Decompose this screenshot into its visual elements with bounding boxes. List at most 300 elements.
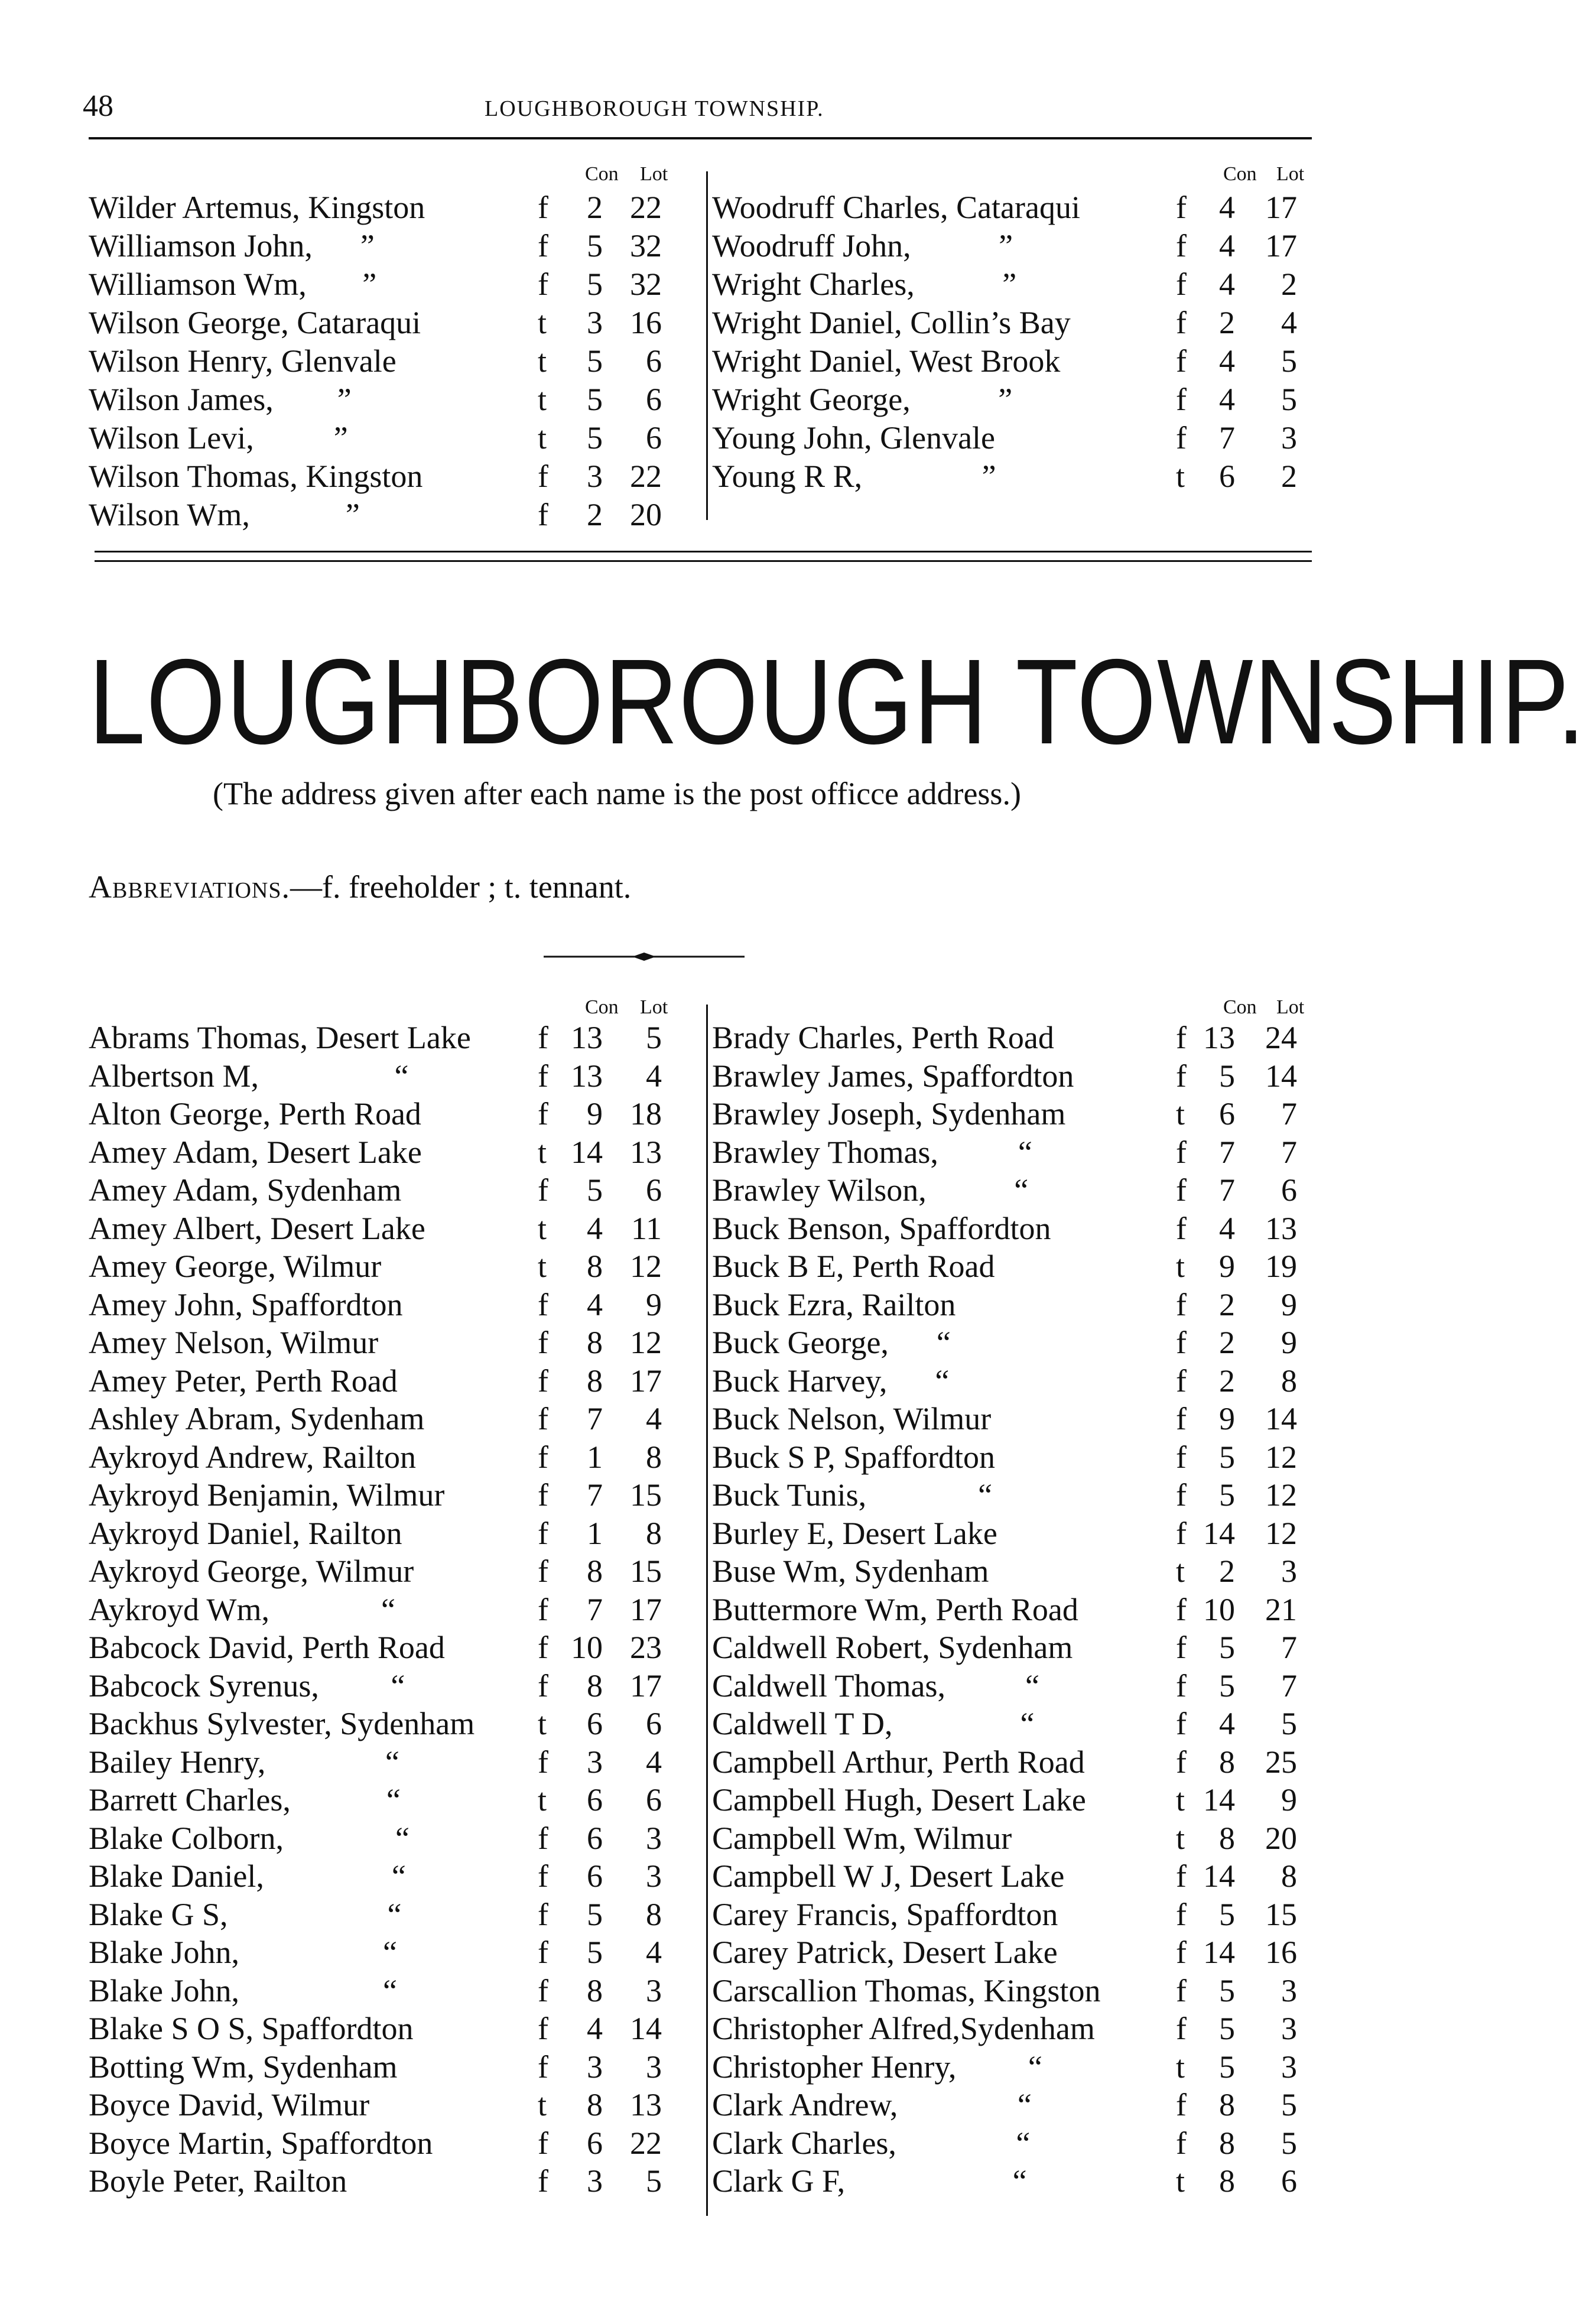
directory-row [712,1591,1321,1630]
main-column-divider [706,1005,708,2216]
concession-number: 3 [587,2049,603,2085]
resident-name: Amey Adam, Desert Lake [89,1134,422,1170]
resident-name: Carscallion Thomas, Kingston [712,1972,1101,2008]
resident-name: Buck Tunis, “ [712,1477,993,1513]
concession-number: 5 [587,228,603,264]
resident-name: Clark G F, “ [712,2163,1027,2199]
directory-row [89,1820,709,1858]
lot-number: 18 [630,1096,662,1132]
resident-name: Wright Daniel, Collin’s Bay [712,305,1071,340]
tenure-code: f [538,1820,548,1856]
concession-number: 1 [587,1515,603,1551]
lot-number: 8 [1281,1363,1297,1399]
directory-row [712,2010,1321,2049]
lot-number: 17 [1265,190,1297,225]
concession-number: 14 [1203,1782,1235,1818]
lot-number: 14 [1265,1058,1297,1094]
concession-number: 14 [571,1134,603,1170]
concession-number: 7 [587,1401,603,1436]
resident-name: Campbell Hugh, Desert Lake [712,1782,1086,1818]
lot-number: 9 [646,1286,662,1322]
resident-name: Wright George, ” [712,382,1013,417]
resident-name: Aykroyd Benjamin, Wilmur [89,1477,445,1513]
section-title: LOUGHBOROUGH TOWNSHIP. [89,634,1586,769]
concession-number: 8 [1219,1820,1235,1856]
tenure-code: f [1176,1630,1187,1665]
directory-row [89,343,709,381]
directory-row [712,1248,1321,1286]
lot-number: 16 [630,305,662,340]
lot-number: 9 [1281,1325,1297,1360]
lot-number: 6 [646,1172,662,1208]
tenure-code: t [1176,1820,1185,1856]
directory-row [89,1172,709,1210]
lot-number: 7 [1281,1134,1297,1170]
directory-row [712,304,1321,343]
directory-row [712,1363,1321,1401]
lot-number: 17 [630,1668,662,1704]
concession-number: 9 [1219,1401,1235,1436]
tenure-code: f [1176,305,1187,340]
lot-number: 20 [630,497,662,532]
resident-name: Buck Ezra, Railton [712,1286,956,1322]
concession-number: 5 [1219,1896,1235,1932]
tenure-code: t [1176,1553,1185,1589]
tenure-code: f [1176,2011,1187,2046]
tenure-code: f [538,2125,548,2161]
concession-number: 8 [587,1363,603,1399]
lot-number: 3 [1281,420,1297,456]
resident-name: Blake John, “ [89,1972,397,2008]
directory-row [89,189,709,227]
resident-name: Christopher Henry, “ [712,2049,1042,2085]
concession-number: 6 [587,1706,603,1741]
lot-number: 12 [1265,1515,1297,1551]
tenure-code: f [1176,1439,1187,1475]
directory-row [89,1439,709,1477]
resident-name: Burley E, Desert Lake [712,1515,997,1551]
concession-number: 5 [1219,1058,1235,1094]
resident-name: Buck George, “ [712,1325,951,1360]
lot-number: 7 [1281,1630,1297,1665]
directory-row [712,1858,1321,1896]
concession-number: 4 [1219,382,1235,417]
resident-name: Babcock Syrenus, “ [89,1668,405,1704]
resident-name: Campbell Arthur, Perth Road [712,1744,1085,1780]
concession-number: 14 [1203,1858,1235,1894]
resident-name: Backhus Sylvester, Sydenham [89,1706,475,1741]
directory-row [712,227,1321,266]
concession-number: 4 [1219,228,1235,264]
running-head: LOUGHBOROUGH TOWNSHIP. [485,96,824,121]
tenure-code: f [1176,1896,1187,1932]
tenure-code: f [1176,420,1187,456]
tenure-code: f [538,1363,548,1399]
concession-number: 5 [587,266,603,302]
resident-name: Boyce Martin, Spaffordton [89,2125,433,2161]
tenure-code: f [1176,1286,1187,1322]
directory-row [89,2010,709,2049]
concession-number: 5 [587,343,603,379]
resident-name: Buck Benson, Spaffordton [712,1210,1051,1246]
directory-row [712,1934,1321,1972]
tenure-code: t [538,1249,547,1284]
resident-name: Amey John, Spaffordton [89,1286,403,1322]
resident-name: Caldwell Thomas, “ [712,1668,1039,1704]
concession-number: 13 [571,1058,603,1094]
concession-number: 5 [1219,1477,1235,1513]
lot-number: 8 [1281,1858,1297,1894]
concession-number: 9 [587,1096,603,1132]
tenure-code: f [1176,343,1187,379]
top-left-lot-header: Lot [640,163,668,185]
concession-number: 13 [571,1020,603,1055]
main-left-con-header: Con [585,996,619,1018]
lot-number: 14 [1265,1401,1297,1436]
lot-number: 3 [1281,2011,1297,2046]
ornament-divider [544,953,745,961]
lot-number: 20 [1265,1820,1297,1856]
tenure-code: f [1176,266,1187,302]
resident-name: Williamson John, ” [89,228,375,264]
lot-number: 8 [646,1515,662,1551]
concession-number: 8 [587,1325,603,1360]
tenure-code: t [538,343,547,379]
directory-row [712,1782,1321,1820]
tenure-code: t [538,305,547,340]
tenure-code: f [1176,1935,1187,1970]
tenure-code: f [538,2011,548,2046]
resident-name: Caldwell Robert, Sydenham [712,1630,1073,1665]
resident-name: Buck B E, Perth Road [712,1249,995,1284]
lot-number: 24 [1265,1020,1297,1055]
directory-row [712,343,1321,381]
concession-number: 3 [587,305,603,340]
directory-row [89,1858,709,1896]
directory-row [89,1629,709,1668]
directory-row [712,1210,1321,1249]
directory-row [89,1477,709,1515]
tenure-code: f [538,1668,548,1704]
resident-name: Wilson Thomas, Kingston [89,459,423,494]
lot-number: 21 [1265,1591,1297,1627]
concession-number: 5 [1219,1972,1235,2008]
directory-row [89,458,709,496]
lot-number: 3 [1281,1972,1297,2008]
lot-number: 32 [630,228,662,264]
concession-number: 6 [587,1820,603,1856]
concession-number: 6 [1219,459,1235,494]
concession-number: 2 [587,190,603,225]
resident-name: Woodruff Charles, Cataraqui [712,190,1080,225]
resident-name: Wilson Wm, ” [89,497,360,532]
directory-row [712,1324,1321,1363]
resident-name: Botting Wm, Sydenham [89,2049,398,2085]
directory-row [89,1668,709,1706]
lot-number: 13 [1265,1210,1297,1246]
directory-row [712,1019,1321,1058]
concession-number: 2 [1219,1553,1235,1589]
main-left-lot-header: Lot [640,996,668,1018]
resident-name: Boyce David, Wilmur [89,2087,370,2123]
concession-number: 8 [587,2087,603,2123]
resident-name: Aykroyd George, Wilmur [89,1553,414,1589]
lot-number: 22 [630,459,662,494]
lot-number: 5 [1281,343,1297,379]
resident-name: Brawley James, Spaffordton [712,1058,1074,1094]
concession-number: 14 [1203,1515,1235,1551]
tenure-code: f [538,459,548,494]
tenure-code: f [1176,1858,1187,1894]
page-header [83,89,1312,130]
resident-name: Clark Charles, “ [712,2125,1031,2161]
directory-row [89,2049,709,2087]
concession-number: 8 [1219,2125,1235,2161]
top-right-lot-header: Lot [1276,163,1305,185]
tenure-code: f [1176,1325,1187,1360]
abbreviations-label: Abbreviations. [89,869,290,905]
section-rule-lower [95,560,1312,562]
concession-number: 7 [1219,1134,1235,1170]
header-rule [89,137,1312,139]
resident-name: Caldwell T D, “ [712,1706,1035,1741]
directory-row [89,1591,709,1630]
tenure-code: f [538,497,548,532]
directory-row [89,1744,709,1782]
resident-name: Alton George, Perth Road [89,1096,421,1132]
concession-number: 14 [1203,1935,1235,1970]
lot-number: 7 [1281,1096,1297,1132]
concession-number: 2 [587,497,603,532]
tenure-code: f [538,1972,548,2008]
concession-number: 6 [587,1858,603,1894]
lot-number: 8 [646,1896,662,1932]
tenure-code: f [1176,2125,1187,2161]
directory-row [89,1896,709,1935]
directory-row [712,2086,1321,2125]
lot-number: 6 [646,1706,662,1741]
lot-number: 3 [1281,2049,1297,2085]
directory-row [712,1477,1321,1515]
tenure-code: f [538,1935,548,1970]
concession-number: 6 [587,2125,603,2161]
lot-number: 13 [630,2087,662,2123]
lot-number: 5 [646,1020,662,1055]
tenure-code: f [538,1591,548,1627]
directory-row [712,420,1321,458]
tenure-code: f [1176,1515,1187,1551]
concession-number: 5 [1219,2011,1235,2046]
lot-number: 19 [1265,1249,1297,1284]
directory-row [89,1324,709,1363]
lot-number: 5 [1281,382,1297,417]
lot-number: 4 [646,1744,662,1780]
concession-number: 5 [1219,1630,1235,1665]
directory-row [89,1210,709,1249]
lot-number: 5 [1281,1706,1297,1741]
concession-number: 5 [1219,1668,1235,1704]
directory-row [712,1705,1321,1744]
tenure-code: t [538,382,547,417]
tenure-code: f [538,2163,548,2199]
tenure-code: t [1176,2163,1185,2199]
resident-name: Wright Charles, ” [712,266,1017,302]
concession-number: 8 [587,1249,603,1284]
resident-name: Brady Charles, Perth Road [712,1020,1054,1055]
concession-number: 5 [1219,1439,1235,1475]
lot-number: 7 [1281,1668,1297,1704]
concession-number: 2 [1219,1363,1235,1399]
resident-name: Aykroyd Wm, “ [89,1591,395,1627]
concession-number: 5 [1219,2049,1235,2085]
tenure-code: f [1176,1477,1187,1513]
directory-row [89,1096,709,1134]
resident-name: Campbell W J, Desert Lake [712,1858,1065,1894]
resident-name: Woodruff John, ” [712,228,1013,264]
lot-number: 6 [1281,2163,1297,2199]
concession-number: 4 [1219,190,1235,225]
directory-row [712,1096,1321,1134]
lot-number: 3 [646,1858,662,1894]
concession-number: 2 [1219,1286,1235,1322]
concession-number: 3 [587,459,603,494]
directory-row [712,1553,1321,1591]
main-right-lot-header: Lot [1276,996,1305,1018]
resident-name: Amey George, Wilmur [89,1249,382,1284]
lot-number: 5 [646,2163,662,2199]
lot-number: 17 [1265,228,1297,264]
resident-name: Wilson Levi, ” [89,420,348,456]
tenure-code: f [1176,1363,1187,1399]
lot-number: 4 [646,1935,662,1970]
tenure-code: f [538,1630,548,1665]
directory-row [712,1744,1321,1782]
lot-number: 5 [1281,2087,1297,2123]
concession-number: 6 [587,1782,603,1818]
lot-number: 8 [646,1439,662,1475]
resident-name: Buck Harvey, “ [712,1363,950,1399]
directory-row [712,2163,1321,2201]
lot-number: 12 [630,1249,662,1284]
directory-row [712,1629,1321,1668]
directory-row [89,2125,709,2163]
main-right-con-header: Con [1223,996,1257,1018]
concession-number: 8 [1219,2163,1235,2199]
concession-number: 4 [1219,1706,1235,1741]
top-column-divider [706,171,708,520]
lot-number: 6 [646,1782,662,1818]
lot-number: 15 [630,1553,662,1589]
concession-number: 5 [587,1172,603,1208]
tenure-code: f [538,1401,548,1436]
resident-name: Boyle Peter, Railton [89,2163,347,2199]
resident-name: Blake John, “ [89,1935,397,1970]
lot-number: 14 [630,2011,662,2046]
concession-number: 5 [587,420,603,456]
tenure-code: f [538,1553,548,1589]
lot-number: 3 [1281,1553,1297,1589]
tenure-code: f [1176,1210,1187,1246]
tenure-code: t [538,420,547,456]
concession-number: 2 [1219,1325,1235,1360]
directory-row [712,2049,1321,2087]
tenure-code: f [538,1172,548,1208]
directory-row [712,2125,1321,2163]
directory-row [712,1286,1321,1325]
concession-number: 3 [587,1744,603,1780]
tenure-code: t [538,1210,547,1246]
directory-row [89,381,709,420]
tenure-code: t [538,2087,547,2123]
lot-number: 12 [1265,1439,1297,1475]
lot-number: 4 [646,1401,662,1436]
lot-number: 9 [1281,1286,1297,1322]
lot-number: 11 [631,1210,662,1246]
directory-row [89,1553,709,1591]
abbreviations-text: —f. freeholder ; t. tennant. [290,869,632,905]
concession-number: 13 [1203,1020,1235,1055]
lot-number: 2 [1281,266,1297,302]
tenure-code: f [1176,190,1187,225]
directory-row [712,1134,1321,1172]
concession-number: 4 [1219,266,1235,302]
lot-number: 5 [1281,2125,1297,2161]
resident-name: Blake Colborn, “ [89,1820,410,1856]
tenure-code: f [538,1096,548,1132]
tenure-code: f [538,228,548,264]
lot-number: 32 [630,266,662,302]
tenure-code: f [1176,1706,1187,1741]
lot-number: 17 [630,1591,662,1627]
lot-number: 17 [630,1363,662,1399]
directory-row [712,1515,1321,1553]
resident-name: Barrett Charles, “ [89,1782,401,1818]
lot-number: 22 [630,2125,662,2161]
directory-row [89,1363,709,1401]
lot-number: 13 [630,1134,662,1170]
tenure-code: f [1176,1744,1187,1780]
directory-row [712,1972,1321,2011]
resident-name: Carey Francis, Spaffordton [712,1896,1058,1932]
resident-name: Buttermore Wm, Perth Road [712,1591,1078,1627]
tenure-code: f [1176,1020,1187,1055]
directory-row [712,266,1321,304]
resident-name: Wright Daniel, West Brook [712,343,1061,379]
concession-number: 8 [587,1553,603,1589]
lot-number: 3 [646,1820,662,1856]
directory-row [712,189,1321,227]
lot-number: 9 [1281,1782,1297,1818]
tenure-code: f [538,1325,548,1360]
top-left-con-header: Con [585,163,619,185]
directory-row [89,1019,709,1058]
directory-row [89,1972,709,2011]
resident-name: Babcock David, Perth Road [89,1630,445,1665]
resident-name: Abrams Thomas, Desert Lake [89,1020,471,1055]
resident-name: Amey Peter, Perth Road [89,1363,398,1399]
concession-number: 7 [1219,1172,1235,1208]
resident-name: Blake Daniel, “ [89,1858,406,1894]
resident-name: Brawley Wilson, “ [712,1172,1029,1208]
directory-row [89,1286,709,1325]
resident-name: Campbell Wm, Wilmur [712,1820,1012,1856]
resident-name: Aykroyd Daniel, Railton [89,1515,402,1551]
lot-number: 15 [630,1477,662,1513]
tenure-code: f [538,1896,548,1932]
resident-name: Albertson M, “ [89,1058,409,1094]
concession-number: 9 [1219,1249,1235,1284]
page-number: 48 [83,89,113,123]
